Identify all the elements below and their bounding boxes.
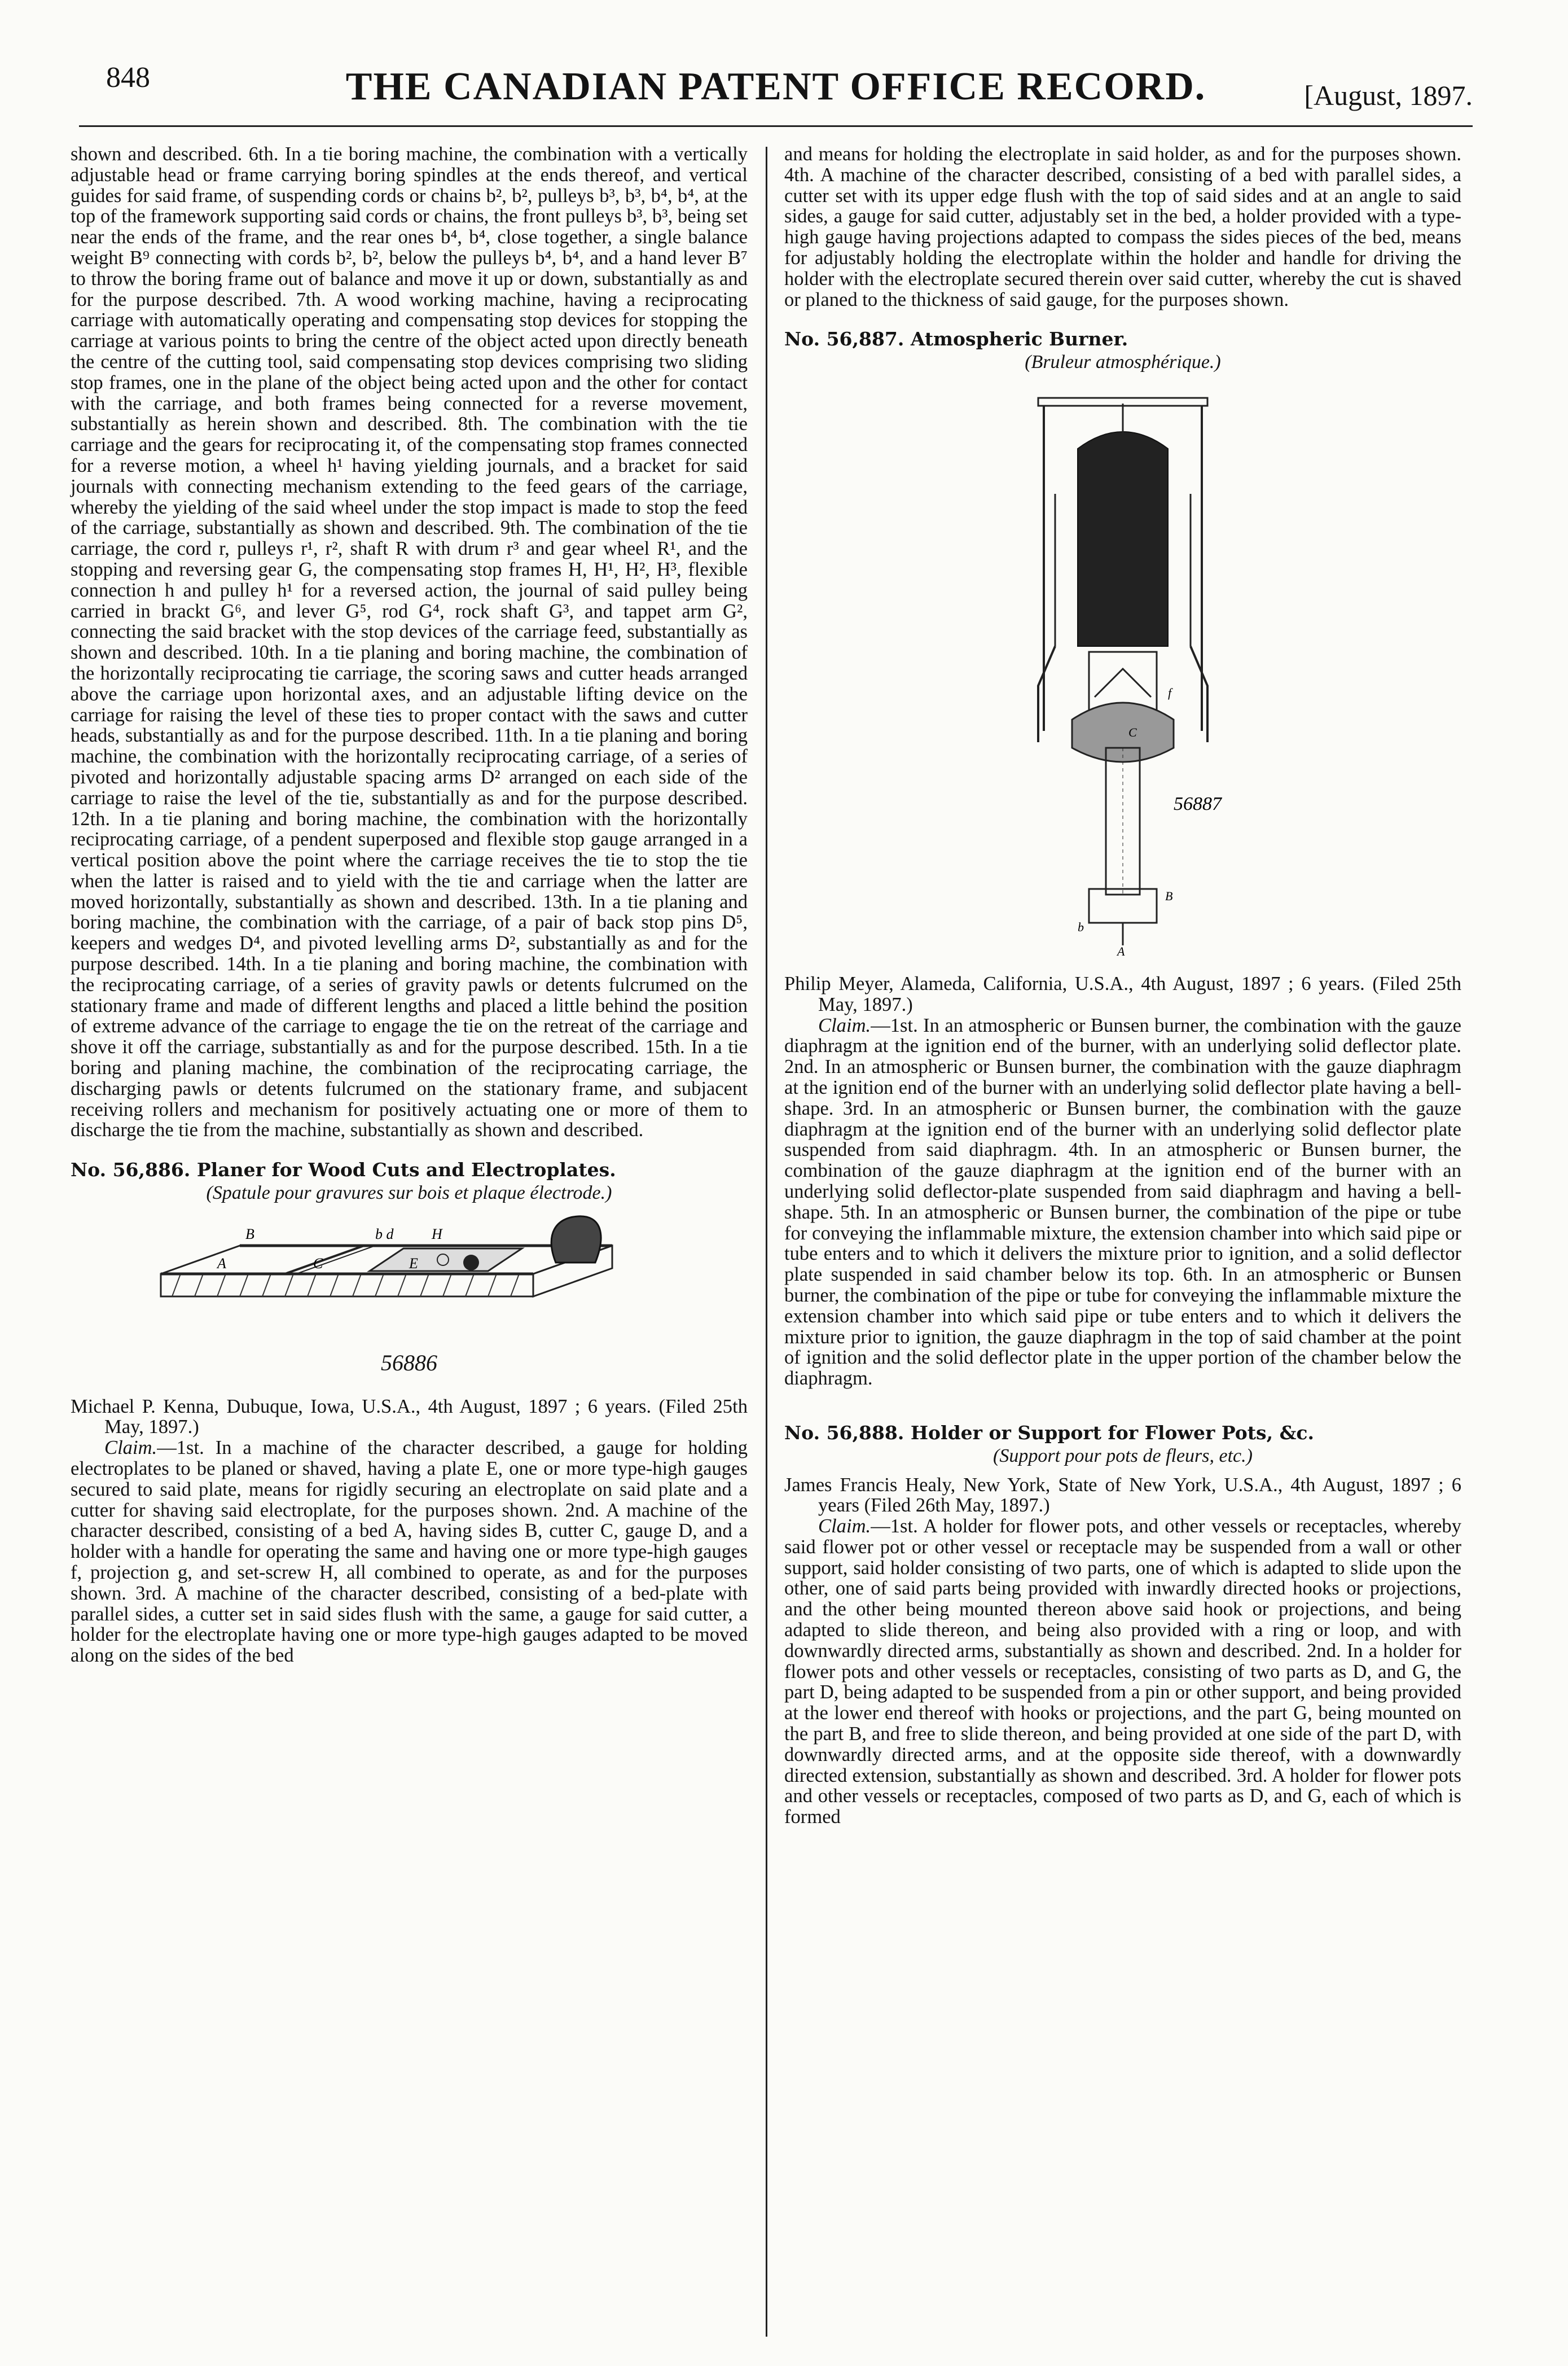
burner-figure: [1004, 381, 1241, 957]
svg-text:C: C: [313, 1255, 323, 1272]
inventor-line-flowerpot: James Francis Healy, New York, State of New York, U.S.A., 4th August, 1897 ; 6 years (Filed 26th May, 1897.): [784, 1474, 1461, 1517]
claim-text: —1st. In a machine of the character described, a gauge for holding electroplates to be planed or shaved, having a plate E, one or more type-high gauges secured to said plate, means for rigidly securing an electroplate on said plate and a cutter for shaving said electroplate, for the purposes shown. 2nd. A machine of the character described, consisting of a bed A, having sides B, cutter C, gauge D, and a holder with a handle for operating the same and having one or more type-high gauges f, projection g, and set-screw H, all combined to operate, as and for the purposes shown. 3rd. A machine of the character described, consisting of a bed-plate with parallel sides, a cutter set in said sides flush with the same, a gauge for said cutter, a holder for the electroplate having one or more type-high gauges adapted to be moved along on the sides of the bed: [71, 1437, 748, 1667]
continued-claims-text-right: and means for holding the electroplate in said holder, as and for the purposes shown. 4th. A machine of the character described, consisting of a bed with parallel sides, a cutter set with its upper edge flush with the top of said sides and at an angle to said sides, a gauge for said cutter, adjustably set in the bed, a holder provided with a type-high gauge having projections adapted to compass the sides pieces of the bed, means for adjustably holding the electroplate within the holder and handle for driving the holder with the electroplate secured therein over said cutter, whereby the cut is shaved or planed to the thickness of said gauge, for the purposes shown.: [784, 143, 1461, 310]
claim-text-burner: —1st. In an atmospheric or Bunsen burner, the combination with the gauze diaphragm at the ignition end of the burner, with an underlying solid deflector plate. 2nd. In an atmospheric or Bunsen burner, the combination with the gauze diaphragm at the ignition end of the burner with an underlying solid deflector plate having a bell-shape. 3rd. In an atmospheric or Bunsen burner, the combination with the gauze diaphragm at the ignition end of the burner with an underlying solid deflector plate suspended from said diaphragm. 4th. In an atmospheric or Bunsen burner, the combination of the gauze diaphragm at the ignition end of the burner with an underlying solid deflector-plate suspended from said diaphragm and having a bell-shape. 5th. In an atmospheric or Bunsen burner, the combination of the pipe or tube for conveying the inflammable mixture, the extension chamber into which said pipe or tube enters and to which it delivers the mixture prior to ignition, and a solid deflector plate suspended in said chamber below its top. 6th. In an atmospheric or Bunsen burner, the combination of the pipe or tube for conveying the inflammable mixture the extension chamber into which said pipe or tube enters and to which it delivers the mixture prior to ignition, the gauze diaphragm in the top of said chamber at the point of ignition and the solid deflector plate in the upper portion of the chamber below the diaphragm.: [784, 1014, 1461, 1390]
claim-paragraph-flowerpot: [784, 1516, 1461, 1828]
patent-entry-french-title: (Spatule pour gravures sur bois et plaque électrode.): [206, 1182, 612, 1204]
page-header: [79, 56, 1473, 119]
svg-text:A: A: [217, 1255, 226, 1272]
publication-title: THE CANADIAN PATENT OFFICE RECORD.: [345, 65, 1206, 108]
patent-entry-title-flowerpot: No. 56,888. Holder or Support for Flower Pots, &c.: [784, 1421, 1314, 1444]
inventor-line: Michael P. Kenna, Dubuque, Iowa, U.S.A., 4th August, 1897 ; 6 years. (Filed 25th May, 1897.): [71, 1395, 748, 1438]
burner-figure-number: 56887: [1174, 793, 1222, 814]
svg-text:C: C: [1128, 725, 1137, 739]
patent-entry-title-burner: No. 56,887. Atmospheric Burner.: [784, 328, 1128, 350]
column-divider: [766, 147, 767, 2337]
continued-claims-text: shown and described. 6th. In a tie boring machine, the combination with a vertically adjustable head or frame carrying boring spindles at the ends thereof, and vertical guides for said frame, of suspending cords or chains b², b², pulleys b³, b³, b⁴, b⁴, at the top of the framework supporting said cords or chains, the front pulleys b³, b³, being set near the ends of the frame, and the rear ones b⁴, b⁴, close together, a single balance weight B⁹ connecting with cords b², b², below the pulleys b⁴, b⁴, and a hand lever B⁷ to throw the boring frame out of balance and move it up or down, substantially as and for the purpose described. 7th. A wood working machine, having a reciprocating carriage with automatically operating and compensating stop devices for stopping the carriage at various points to bring the centre of the object acted upon directly beneath the centre of the cutting tool, said compensating stop devices comprising two sliding stop frames, one in the plane of the object being acted upon and the other for contact with the carriage, and both frames being connected for a reverse movement, substantially as herein shown and described. 8th. The combination with the tie carriage and the gears for reciprocating it, of the compensating stop frames connected for a reverse motion, a wheel h¹ having yielding journals, and a bracket for said journals with connecting mechanism extending to the feed gears of the carriage, whereby the yielding of the said wheel under the stop impact is made to stop the feed of the carriage, substantially as shown and described. 9th. The combination of the tie carriage, the cord r, pulleys r¹, r², shaft R with drum r³ and gear wheel R¹, and the stopping and reversing gear G, the compensating stop frames H, H¹, H², H³, flexible connection h and pulley h¹ for a reversed action, the journal of said pulley being carried in brackt G⁶, and lever G⁵, rod G⁴, rock shaft G³, and tappet arm G², connecting the said bracket with the stop devices of the carriage feed, substantially as shown and described. 10th. In a tie planing and boring machine, the combination of the horizontally reciprocating tie carriage, the scoring saws and cutter heads arranged above the carriage upon horizontal axes, and an adjustable lifting device on the carriage for raising the level of these ties to proper contact with the saws and cutter heads, substantially as and for the purpose described. 11th. In a tie planing and boring machine, the combination with the horizontally reciprocating carriage, of a series of pivoted and horizontally adjustable spacing arms D² arranged on each side of the carriage to raise the level of the tie, substantially as and for the purpose described. 12th. In a tie planing and boring machine, the combination with the horizontally reciprocating carriage, of a pendent superposed and flexible stop gauge arranged in a vertical position above the point where the carriage receives the tie to stop the tie when the latter is raised and to yield with the tie and carriage when the latter are moved horizontally, substantially as shown and described. 13th. In a tie planing and boring machine, the combination with the carriage, of a pair of back stop pins D⁵, keepers and wedges D⁴, and pivoted levelling arms D², substantially as and for the purpose described. 14th. In a tie planing and boring machine, the combination with the reciprocating carriage, of a series of gravity pawls or detents fulcrumed on the stationary frame and made of different lengths and placed a little behind the position of extreme advance of the carriage to engage the tie on the retreat of the carriage and shove it off the carriage, substantially as and for the purpose described. 15th. In a tie boring and planing machine, the combination of the reciprocating carriage, the discharging pawls or detents fulcrumed on the stationary frame, and subjacent receiving rollers and mechanism for positively actuating one or more of them to discharge the tie from the machine, substantially as shown and described.: [71, 143, 748, 1141]
svg-text:A: A: [1117, 944, 1125, 957]
left-column: [71, 144, 748, 1666]
patent-entry-title: No. 56,886. Planer for Wood Cuts and Electroplates.: [71, 1159, 616, 1181]
page-number: 848: [106, 62, 150, 94]
claim-label: Claim.: [104, 1437, 157, 1459]
claim-label-burner: Claim.: [818, 1014, 871, 1036]
planer-figure: [127, 1212, 691, 1353]
svg-text:B: B: [245, 1225, 254, 1242]
svg-text:B: B: [1165, 888, 1173, 903]
figure-number: 56886: [381, 1350, 437, 1375]
patent-entry-french-burner: (Bruleur atmosphérique.): [1025, 352, 1221, 373]
svg-text:f: f: [1168, 685, 1172, 700]
svg-text:b d: b d: [375, 1225, 394, 1242]
right-column: [784, 144, 1461, 1828]
issue-date: [August, 1897.: [1304, 80, 1473, 111]
patent-entry-french-flowerpot: (Support pour pots de fleurs, etc.): [993, 1445, 1253, 1466]
header-rule: [79, 125, 1473, 127]
svg-text:E: E: [409, 1255, 418, 1272]
claim-text-flowerpot: —1st. A holder for flower pots, and other vessels or receptacles, whereby said flower pot or other vessel or receptacle may be suspended from a wall or other support, said holder consisting of two parts, one of which is adapted to slide upon the other, one of said parts being provided with inwardly directed hooks or projections, and the other being mounted thereon above said hook or projections, and being adapted to slide thereon, and being also provided with a ring or loop, and with downwardly directed arms, substantially as shown and described. 2nd. In a holder for flower pots and other vessels or receptacles, consisting of two parts as D, and G, the part D, being adapted to be suspended from a pin or other support, and being provided at the lower end thereof with hooks or projections, and the part G, being mounted on the part B, and free to slide thereon, and being provided at one side of the part D, with downwardly directed arms, and at the opposite side thereof, with a downwardly directed extension, substantially as shown and described. 3rd. A holder for flower pots and other vessels or receptacles, composed of two parts as D, and G, each of which is formed: [784, 1515, 1461, 1828]
inventor-line-burner: Philip Meyer, Alameda, California, U.S.A., 4th August, 1897 ; 6 years. (Filed 25th May, 1897.): [784, 972, 1461, 1015]
claim-label-flowerpot: Claim.: [818, 1515, 871, 1537]
svg-text:H: H: [432, 1225, 442, 1242]
claim-paragraph: [71, 1438, 748, 1666]
svg-text:b: b: [1078, 919, 1084, 934]
claim-paragraph-burner: [784, 1015, 1461, 1389]
